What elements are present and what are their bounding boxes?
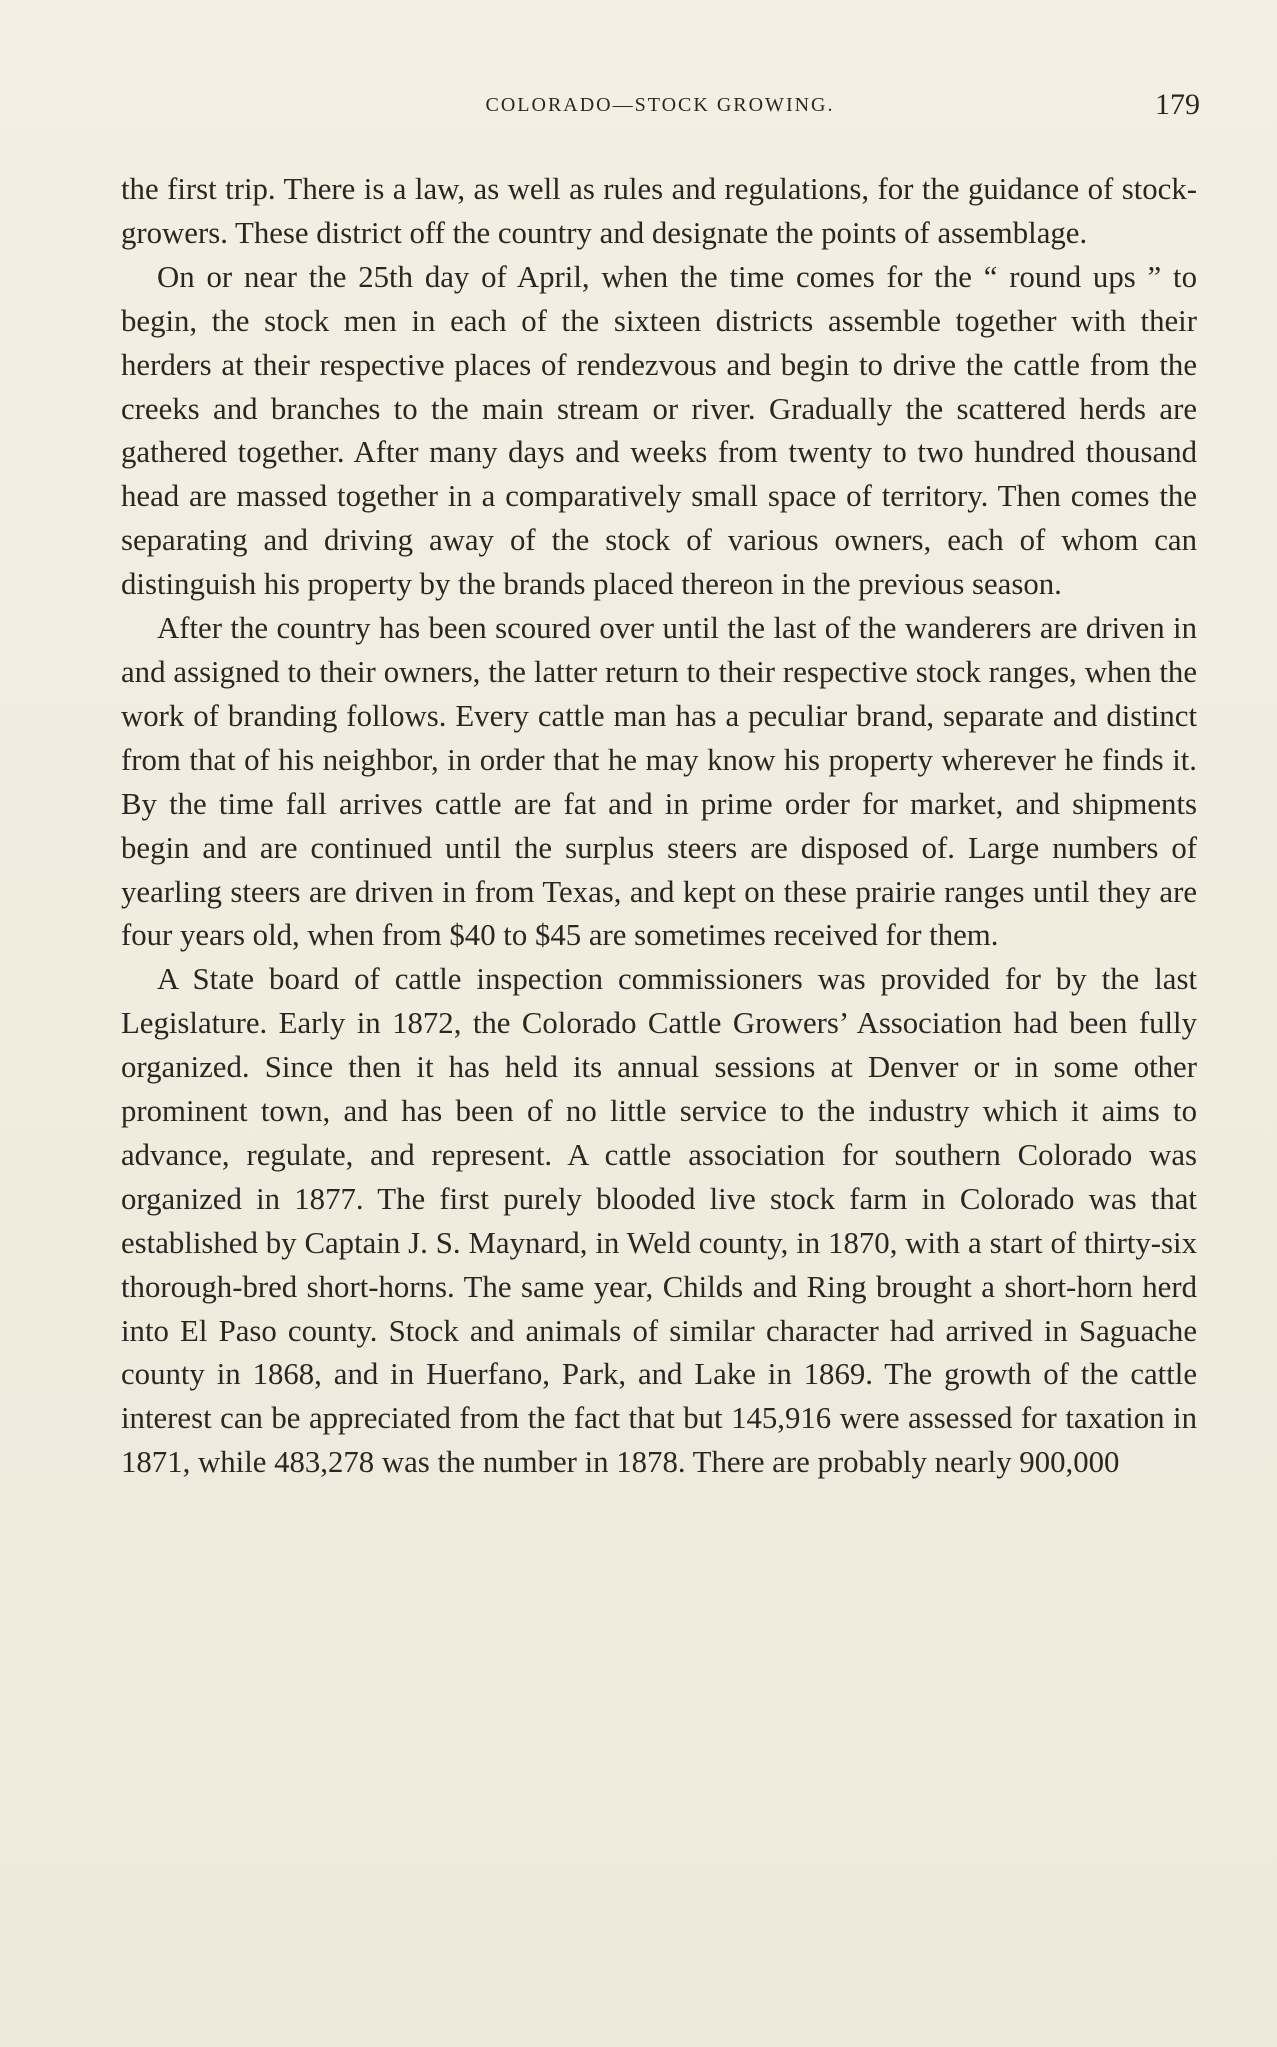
paragraph-branding: After the country has been scoured over until the last of the wanderers are driven in and assigned to their owners, the latter return to their respective stock ranges, when the work of branding follows. Every cattle man has a peculiar brand, separate and distinct from that of his neighbor, in order that he may know his property wherever he finds it. By the time fall arrives cattle are fat and in prime order for market, and shipments begin and are continued until the surplus steers are disposed of. Large numbers of yearling steers are driven in from Texas, and kept on these prairie ranges until they are four years old, when from $40 to $45 are sometimes received for them. bbox=[121, 611, 1197, 953]
paragraph-round-ups: On or near the 25th day of April, when the time comes for the “ round ups ” to begin, the stock men in each of the sixteen districts assemble together with their herders at their respective places of rendezvous and begin to drive the cattle from the creeks and branches to the main stream or river. Gradually the scattered herds are gathered together. After many days and weeks from twenty to two hundred thousand head are massed together in a comparatively small space of territory. Then comes the separating and driving away of the stock of various owners, each of whom can distinguish his property by the brands placed thereon in the previous season. bbox=[121, 259, 1197, 602]
paragraph-cattle-inspection: A State board of cattle inspection commissioners was provided for by the last Legislature. Early in 1872, the Colorado Cattle Growers’ Association had been fully organized. Since then it has held its annual sessions at Denver or in some other prominent town, and has been of no little service to the industry which it aims to advance, regulate, and represent. A cattle association for southern Colorado was organized in 1877. The first purely blooded live stock farm in Colorado was that established by Captain J. S. Maynard, in Weld county, in 1870, with a start of thirty-six thorough-bred short-horns. The same year, Childs and Ring brought a short-horn herd into El Paso county. Stock and animals of similar character had arrived in Saguache county in 1868, and in Huerfano, Park, and Lake in 1869. The growth of the cattle interest can be appreciated from the fact that but 145,916 were assessed for taxation in 1871, while 483,278 was the number in 1878. There are probably nearly 900,000 bbox=[121, 962, 1197, 1480]
paragraph-continuation: the first trip. There is a law, as well as rules and regulations, for the guidance of stock-growers. These district off the country and designate the points of assemblage. bbox=[121, 172, 1197, 250]
page-number: 179 bbox=[1155, 88, 1200, 121]
body-text bbox=[121, 168, 1197, 1485]
running-head bbox=[120, 88, 1200, 128]
running-title: COLORADO—STOCK GROWING. bbox=[485, 94, 835, 116]
